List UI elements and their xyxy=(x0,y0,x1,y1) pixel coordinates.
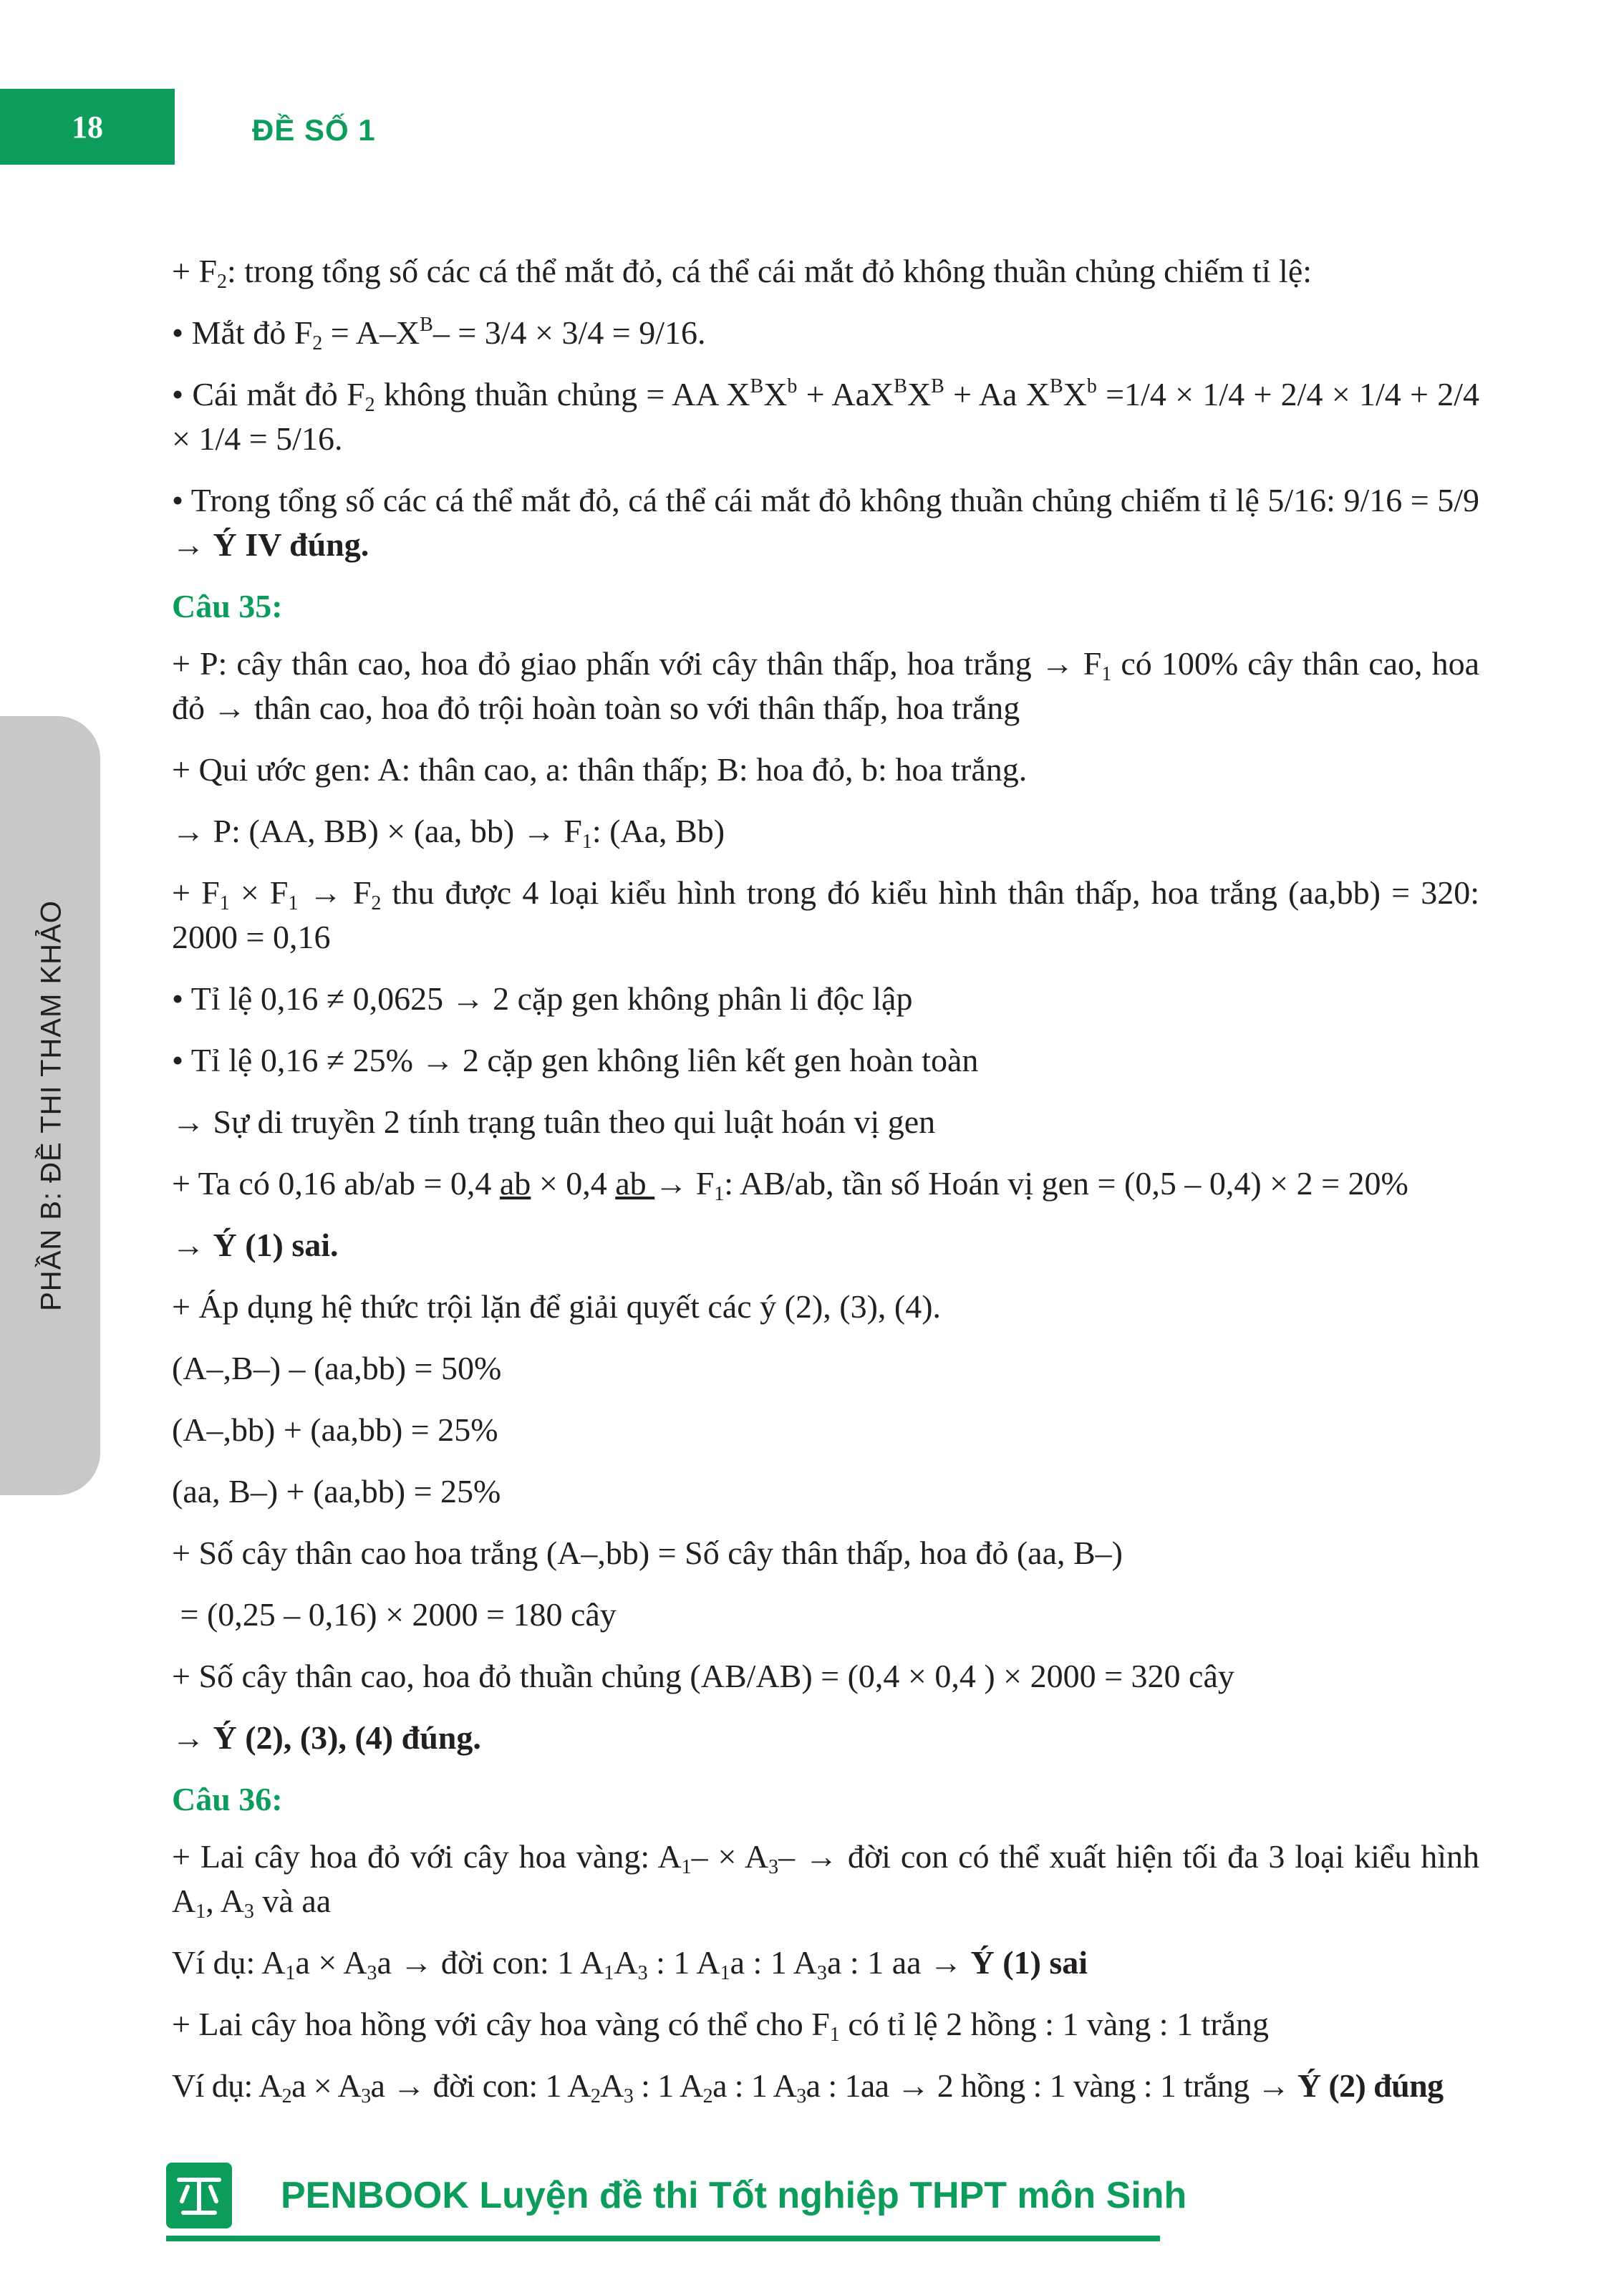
paragraph: + Lai cây hoa đỏ với cây hoa vàng: $A_1- \times A_3-$ → đời con có thể xuất hiện tối đa 3 loại kiểu hình $A_1$, $A_3$ và aa xyxy=(172,1838,1479,1923)
paragraph: + Lai cây hoa hồng với cây hoa vàng có thể cho $F_1$ có tỉ lệ 2 hồng : 1 vàng : 1 trắng xyxy=(172,2006,1270,2046)
paragraph: + Ta có 0,16 ab/ab = 0,4 ab × 0,4 ab → $F_1$: AB/ab, tần số Hoán vị gen = (0,5 – 0,4) × 2 = 20% xyxy=(172,1165,1408,1205)
page-number: 18 xyxy=(72,109,103,145)
paragraph: (A–,B–) – (aa,bb) = 50% xyxy=(172,1350,502,1386)
side-tab-label: PHẦN B: ĐỀ THI THAM KHẢO xyxy=(35,900,67,1311)
page-number-badge xyxy=(0,89,175,165)
paragraph: Ví dụ: $A_2a \times A_3a$ → đời con: 1 $A_2A_3$ : 1 $A_2a$ : 1 $A_3a$ : 1aa → 2 hồng : 1 vàng : 1 trắng → Ý (2) đúng xyxy=(172,2067,1444,2107)
paragraph: (A–,bb) + (aa,bb) = 25% xyxy=(172,1411,498,1448)
footer-title: PENBOOK Luyện đề thi Tốt nghiệp THPT môn Sinh xyxy=(281,2175,1187,2216)
penbook-logo-icon xyxy=(166,2163,232,2228)
header-title: ĐỀ SỐ 1 xyxy=(252,113,376,147)
paragraph: = (0,25 – 0,16) × 2000 = 180 cây xyxy=(172,1596,617,1633)
paragraph: + Số cây thân cao, hoa đỏ thuần chủng (AB/AB) = (0,4 × 0,4 ) × 2000 = 320 cây xyxy=(172,1658,1234,1694)
paragraph: • Trong tổng số các cá thể mắt đỏ, cá thể cái mắt đỏ không thuần chủng chiếm tỉ lệ 5/16: 9/16 = 5/9 → Ý IV đúng. xyxy=(172,482,1479,563)
paragraph: Ví dụ: $A_1a \times A_3a$ → đời con: 1 $A_1A_3$ : 1 $A_1a$ : 1 $A_3a$ : 1 aa → Ý (1) sai xyxy=(172,1944,1088,1984)
paragraph: • Cái mắt đỏ $F_2$ không thuần chủng = AA $X^BX^b + AaX^BX^B + Aa$ $X^BX^b =1/4 \times 1/4 + 2/4 \times 1/4 + 2/4 \times 1/4 = 5/16$. xyxy=(172,375,1480,457)
paragraph: + $F_2$: trong tổng số các cá thể mắt đỏ, cá thể cái mắt đỏ không thuần chủng chiếm tỉ lệ: xyxy=(172,253,1313,293)
paragraph: • Tỉ lệ 0,16 ≠ 0,0625 → 2 cặp gen không phân li độc lập xyxy=(172,980,913,1017)
page-content xyxy=(172,249,1479,2125)
paragraph: • Mắt đỏ $F_2 = A-X^B- = 3/4 \times 3/4 = 9/16$. xyxy=(172,314,706,354)
question-heading: Câu 35: xyxy=(172,588,283,624)
paragraph: + P: cây thân cao, hoa đỏ giao phấn với cây thân thấp, hoa trắng → $F_1$ có 100% cây thân cao, hoa đỏ → thân cao, hoa đỏ trội hoàn toàn so với thân thấp, hoa trắng xyxy=(172,645,1479,726)
paragraph: (aa, B–) + (aa,bb) = 25% xyxy=(172,1473,501,1510)
paragraph: → P: (AA, BB) × (aa, $bb) \to F_1$: (Aa, Bb) xyxy=(172,813,725,853)
paragraph: • Tỉ lệ 0,16 ≠ 25% → 2 cặp gen không liên kết gen hoàn toàn xyxy=(172,1042,979,1078)
paragraph: + Số cây thân cao hoa trắng (A–,bb) = Số cây thân thấp, hoa đỏ (aa, B–) xyxy=(172,1535,1123,1571)
paragraph: + $F_1 \times F_1 \to F_2$ thu được 4 loại kiểu hình trong đó kiểu hình thân thấp, hoa trắng (aa,bb) = 320: 2000 = 0,16 xyxy=(172,874,1479,955)
paragraph: + Qui ước gen: A: thân cao, a: thân thấp; B: hoa đỏ, b: hoa trắng. xyxy=(172,751,1028,788)
paragraph: → Ý (1) sai. xyxy=(172,1227,339,1263)
paragraph: → Sự di truyền 2 tính trạng tuân theo qui luật hoán vị gen xyxy=(172,1103,936,1140)
footer-rule xyxy=(166,2236,1160,2241)
paragraph: + Áp dụng hệ thức trội lặn để giải quyết các ý (2), (3), (4). xyxy=(172,1288,942,1325)
paragraph: → Ý (2), (3), (4) đúng. xyxy=(172,1719,481,1756)
question-heading: Câu 36: xyxy=(172,1781,283,1817)
